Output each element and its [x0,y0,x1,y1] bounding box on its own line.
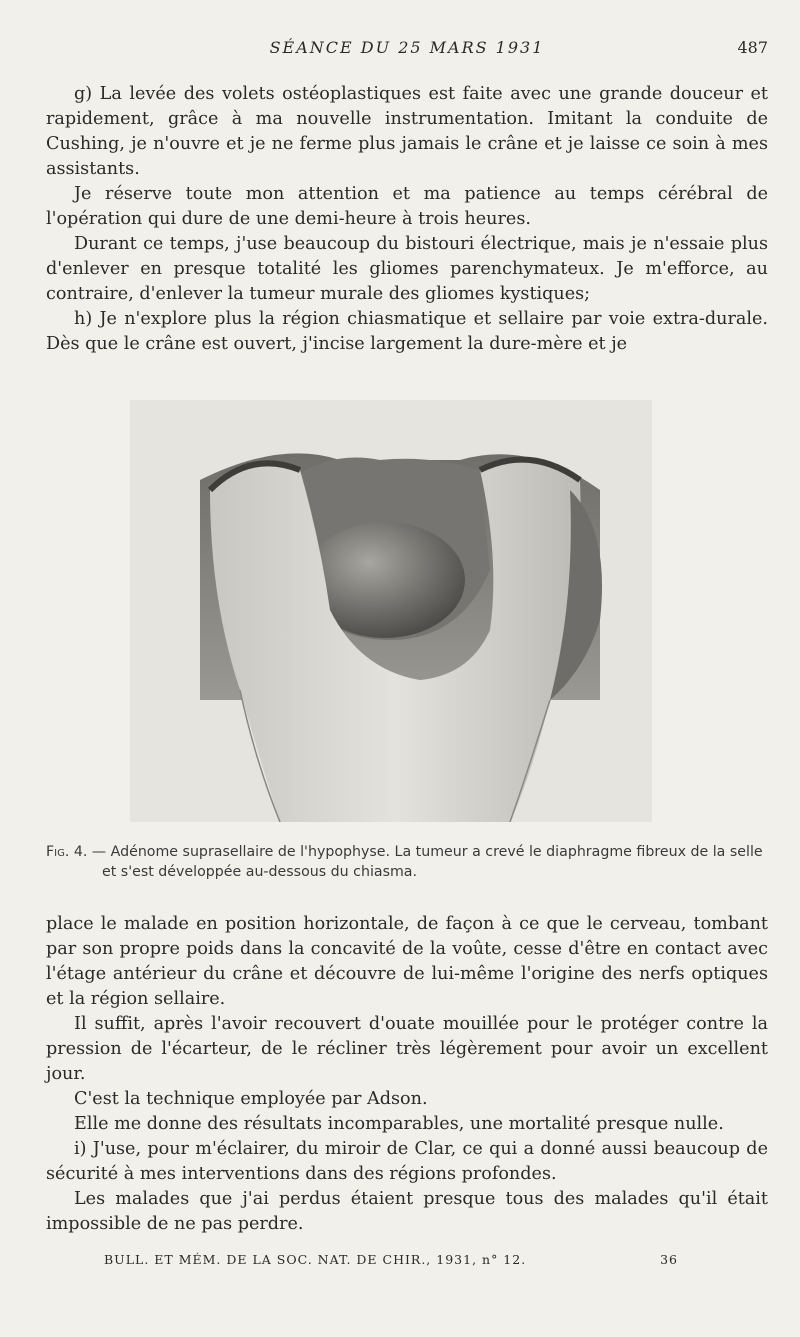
paragraph: place le malade en position horizontale, de façon à ce que le cerveau, tombant par son propre poids dans la concavité de la voûte, cesse d'être en contact avec l'étage antérieur du crâne et découvre de lui-même l'origine des nerfs optiques et la région sellaire. [46,914,768,1009]
figure-illustration [130,400,652,822]
paragraph: Durant ce temps, j'use beaucoup du bistouri électrique, mais je n'essaie plus d'enlever en presque totalité les gliomes parenchymateux. Je m'efforce, au contraire, d'enlever la tumeur murale des gliomes kystiques; [46,234,768,304]
running-title: SÉANCE DU 25 MARS 1931 [269,38,545,57]
paragraph: g) La levée des volets ostéoplastiques est faite avec une grande douceur et rapidement, grâce à ma nouvelle instrumentation. Imitant la conduite de Cushing, je n'ouvre et je ne ferme plus jamais le crâne et je laisse ce soin à mes assistants. [46,84,768,179]
paragraph: i) J'use, pour m'éclairer, du miroir de Clar, ce qui a donné aussi beaucoup de sécurité à mes interventions dans des régions profondes. [46,1139,768,1184]
figure-caption [46,842,768,882]
journal-citation: BULL. ET MÉM. DE LA SOC. NAT. DE CHIR., 1931, n° 12. [104,1252,527,1267]
paragraph: C'est la technique employée par Adson. [74,1089,428,1109]
paragraph: Je réserve toute mon attention et ma patience au temps cérébral de l'opération qui dure de une demi-heure à trois heures. [46,184,768,229]
page-number: 487 [737,38,768,57]
text-block-bottom [46,912,768,1237]
paragraph: Elle me donne des résultats incomparables, une mortalité presque nulle. [74,1114,724,1134]
paragraph: h) Je n'explore plus la région chiasmatique et sellaire par voie extra-durale. Dès que le crâne est ouvert, j'incise largement la dure-mère et je [46,309,768,354]
surgical-drawing [130,400,652,822]
paragraph: Il suffit, après l'avoir recouvert d'ouate mouillée pour le protéger contre la pression de l'écarteur, de le récliner très légèrement pour avoir un excellent jour. [46,1014,768,1084]
text-block-top [46,82,768,357]
figure-label: Fig. 4. [46,844,88,860]
paragraph: Les malades que j'ai perdus étaient presque tous des malades qu'il était impossible de ne pas perdre. [46,1189,768,1234]
page-header [46,38,768,60]
caption-text: — Adénome suprasellaire de l'hypophyse. La tumeur a crevé le diaphragme fibreux de la selle et s'est développée au-dessous du chiasma. [87,844,763,880]
signature-mark: 36 [660,1252,678,1267]
